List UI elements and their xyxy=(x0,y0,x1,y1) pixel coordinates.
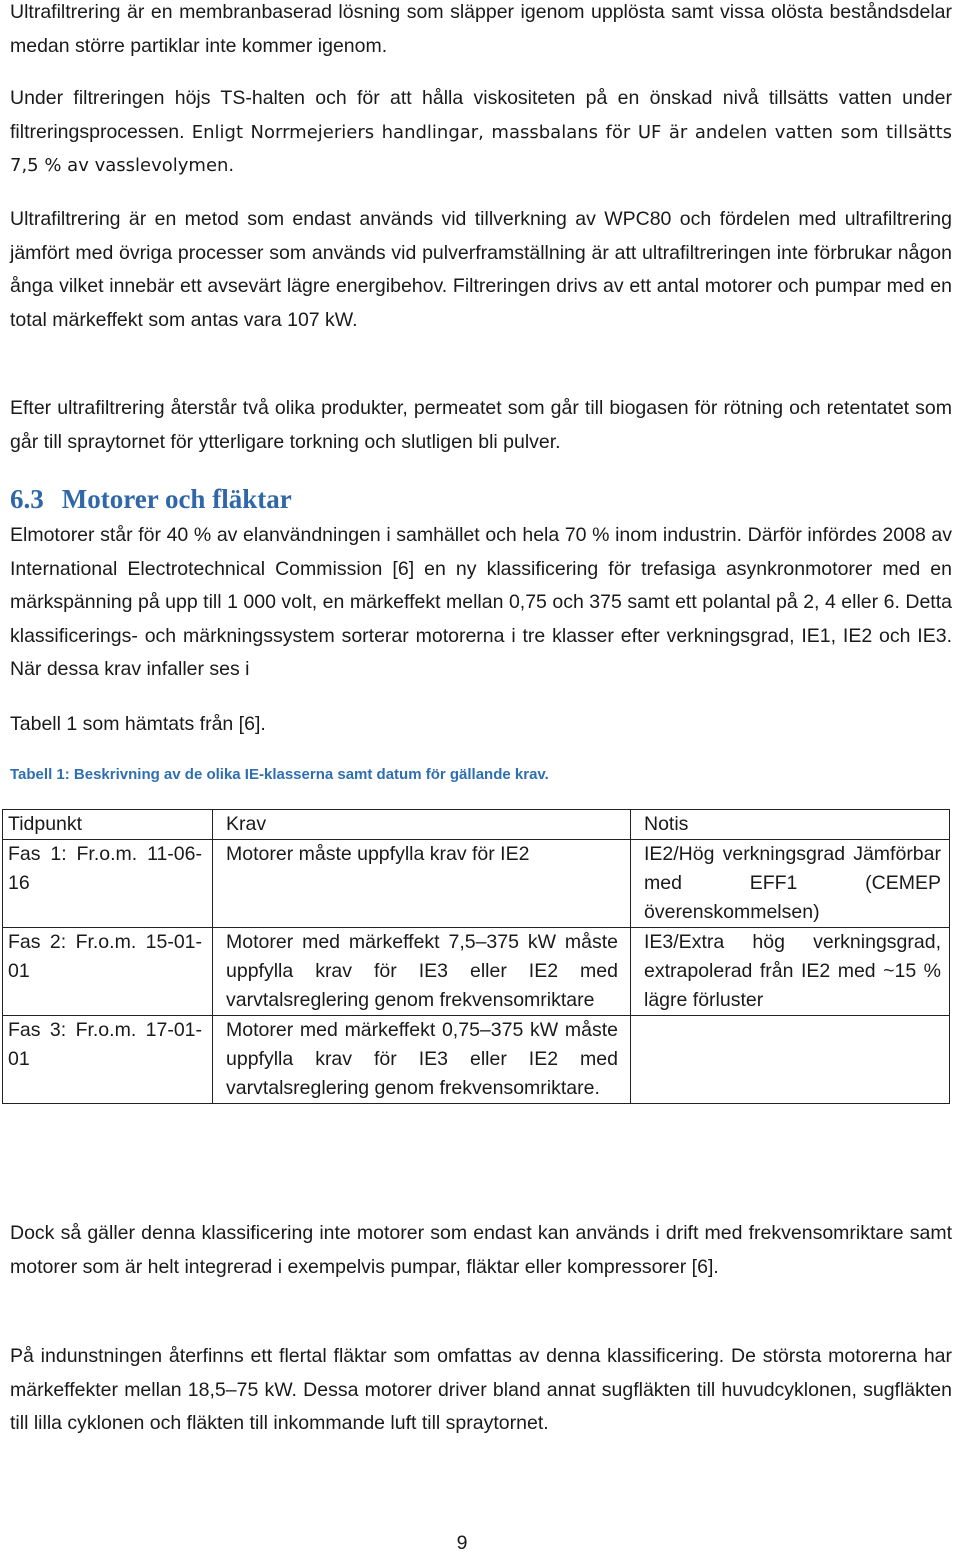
table-cell-tidpunkt: Fas 3: Fr.o.m. 17-01-01 xyxy=(3,1016,213,1104)
table-header-tidpunkt: Tidpunkt xyxy=(3,810,213,840)
paragraph-fans: På indunstningen återfinns ett flertal fläktar som omfattas av denna klassificering. De största motorerna har märkeffekter mellan 18,5–75 kW. Dessa motorer driver bland annat sugfläkten till huvudcyklonen, sugfläkten till lilla cyklonen och fläkten till inkommande luft till spraytornet. xyxy=(10,1345,952,1434)
table-cell-notis: IE3/Extra hög verkningsgrad, extrapolerad från IE2 med ~15 % lägre förluster xyxy=(631,928,950,1016)
table-header-row xyxy=(3,810,950,840)
page-number: 9 xyxy=(456,1532,468,1554)
paragraph-ultrafiltration-intro: Ultrafiltrering är en membranbaserad lösning som släpper igenom upplösta samt vissa olösta beståndsdelar medan större partiklar inte kommer igenom. xyxy=(10,1,952,57)
table-header-krav: Krav xyxy=(213,810,631,840)
table-cell-tidpunkt: Fas 1: Fr.o.m. 11-06-16 xyxy=(3,840,213,928)
paragraph-filtration-process-part1: Under filtreringen höjs TS-halten och för att hålla viskositeten på en önskad nivå tillsätts vatten under filtreringsprocessen. xyxy=(10,87,952,143)
paragraph-ultrafiltration-method: Ultrafiltrering är en metod som endast används vid tillverkning av WPC80 och fördelen med ultrafiltrering jämfört med övriga processer som används vid pulverframställning är att ultrafiltreringen inte förbrukar någon ånga vilket innebär ett avsevärt lägre energibehov. Filtreringen drivs av ett antal motorer och pumpar med en total märkeffekt som antas vara 107 kW. xyxy=(10,208,952,331)
table-cell-krav: Motorer måste uppfylla krav för IE2 xyxy=(213,840,631,928)
table-cell-krav: Motorer med märkeffekt 0,75–375 kW måste uppfylla krav för IE3 eller IE2 med varvtalsreglering genom frekvensomriktare. xyxy=(213,1016,631,1104)
table-cell-notis: IE2/Hög verkningsgrad Jämförbar med EFF1 (CEMEP överenskommelsen) xyxy=(631,840,950,928)
paragraph-filtration-process-part2: Enligt Norrmejeriers handlingar, massbalans för UF är andelen vatten som tillsätts 7,5 % av vasslevolymen. xyxy=(10,121,953,176)
paragraph-filtration-process xyxy=(10,82,952,183)
table-row xyxy=(3,1016,950,1104)
paragraph-exceptions: Dock så gäller denna klassificering inte motorer som endast kan används i drift med frekvensomriktare samt motorer som är helt integrerad i exempelvis pumpar, fläktar eller kompressorer [6]. xyxy=(10,1222,952,1278)
table-row xyxy=(3,840,950,928)
table-cell-tidpunkt: Fas 2: Fr.o.m. 15-01-01 xyxy=(3,928,213,1016)
ie-class-table xyxy=(2,809,950,1104)
paragraph-products: Efter ultrafiltrering återstår två olika produkter, permeatet som går till biogasen för rötning och retentatet som går till spraytornet för ytterligare torkning och slutligen bli pulver. xyxy=(10,397,952,453)
table-caption: Tabell 1: Beskrivning av de olika IE-klasserna samt datum för gällande krav. xyxy=(10,766,549,783)
section-number: 6.3 xyxy=(10,484,44,514)
table-cell-notis xyxy=(631,1016,950,1104)
section-title: Motorer och fläktar xyxy=(61,484,292,514)
paragraph-electric-motors: Elmotorer står för 40 % av elanvändningen i samhället och hela 70 % inom industrin. Därför infördes 2008 av International Electrotechnical Commission [6] en ny klassificering för trefasiga asynkronmotorer med en märkspänning på upp till 1 000 volt, en märkeffekt mellan 0,75 och 375 samt ett polantal på 2, 4 eller 6. Detta klassificerings- och märkningssystem sorterar motorerna i tre klasser efter verkningsgrad, IE1, IE2 och IE3. När dessa krav infaller ses i xyxy=(10,524,952,680)
paragraph-table-reference: Tabell 1 som hämtats från [6]. xyxy=(10,713,266,735)
table-row xyxy=(3,928,950,1016)
table-header-notis: Notis xyxy=(631,810,950,840)
section-heading xyxy=(10,482,292,516)
table-cell-krav: Motorer med märkeffekt 7,5–375 kW måste uppfylla krav för IE3 eller IE2 med varvtalsreglering genom frekvensomriktare xyxy=(213,928,631,1016)
